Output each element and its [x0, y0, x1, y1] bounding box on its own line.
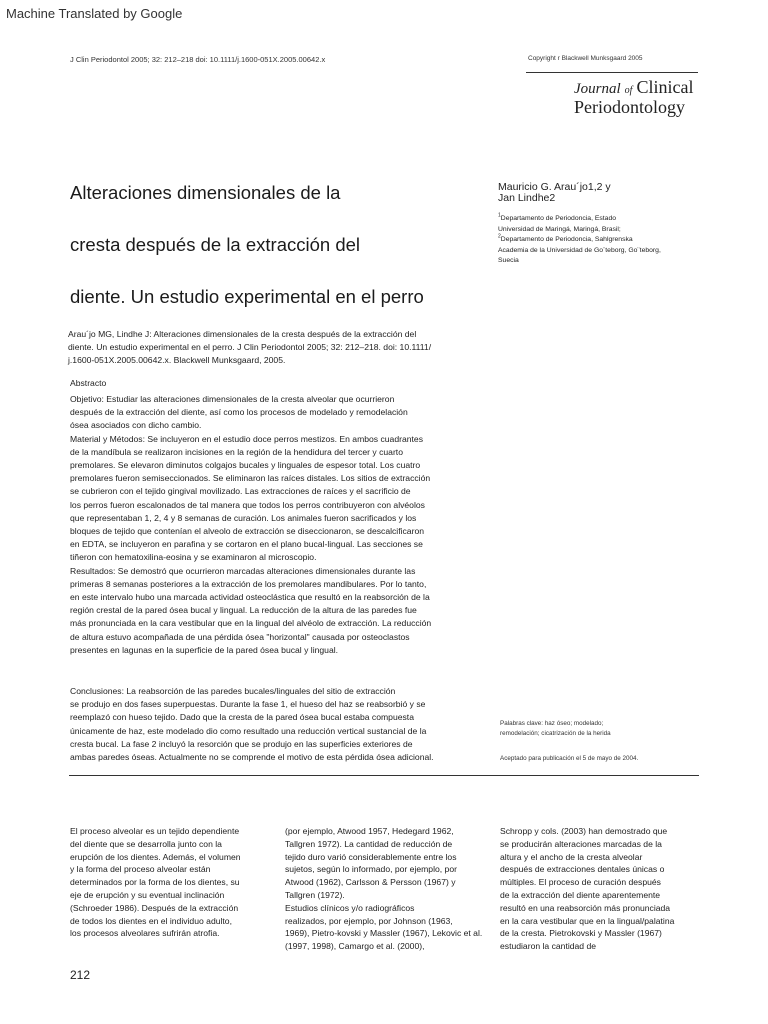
abstract-line: los perros fueron escalonados de tal manera que todos los perros contribuyeron con alvéolos	[70, 499, 425, 510]
body-text-line: erupción de los dientes. Además, el volumen	[70, 851, 241, 862]
conclusion-line: cresta bucal. La fase 2 incluyó la resorción que se produjo en las superficies exteriores de	[70, 738, 413, 749]
abstract-line: región crestal de la pared ósea bucal y lingual. La reducción de la altura de las paredes fue	[70, 605, 417, 616]
abstract-line: de la mandíbula se realizaron incisiones en la región de la hendidura del tercer y cuarto	[70, 446, 403, 457]
abstract-line: de altura estuvo acompañada de una pérdida ósea "horizontal" causada por osteoclastos	[70, 631, 410, 642]
article-citation-block	[68, 328, 498, 367]
logo-of: of	[624, 85, 633, 96]
abstract-line: Resultados: Se demostró que ocurrieron marcadas alteraciones dimensionales durante las	[70, 565, 416, 576]
copyright-notice: Copyright r Blackwell Munksgaard 2005	[528, 55, 643, 62]
abstract-line: en EDTA, se incluyeron en parafina y se cortaron en el plano bucal-lingual. Las secciones se	[70, 539, 423, 550]
abstract-body	[70, 393, 490, 657]
body-column-1	[70, 825, 268, 940]
body-text-line: de la cresta. Pietrokovski y Massler (1967)	[500, 928, 662, 939]
title-line: cresta después de la extracción del	[70, 234, 361, 255]
abstract-line: más pronunciada en la cara vestibular que en la lingual del alvéolo de extracción. La reducción	[70, 618, 432, 629]
machine-translated-banner: Machine Translated by Google	[6, 6, 183, 21]
header-divider	[526, 72, 698, 73]
logo-journal: Journal	[574, 81, 621, 97]
journal-logo	[574, 78, 693, 116]
conclusion-line: ambas paredes óseas. Actualmente no se comprende el motivo de esta pérdida ósea adicional.	[70, 752, 434, 763]
abstract-line: tiñeron con hematoxilina-eosina y se examinaron al microscopio.	[70, 552, 317, 563]
abstract-line: bloques de tejido que contenían el alveolo de extracción se diseccionaron, se descalcificaron	[70, 526, 425, 537]
body-column-2	[285, 825, 483, 953]
affiliation-line: Universidad de Maringá, Maringá, Brasil;	[498, 225, 621, 233]
body-text-line: en la cara vestibular que en la lingual/palatina	[500, 915, 675, 926]
abstract-line: en este intervalo hubo una marcada actividad osteoclástica que resultó en la reabsorción de la	[70, 592, 430, 603]
conclusion-line: únicamente de haz, este modelado dio como resultado una reducción vertical sustancial de la	[70, 725, 427, 736]
body-text-line: se producirán alteraciones marcadas de la	[500, 838, 662, 849]
body-text-line: Schropp y cols. (2003) han demostrado que	[500, 826, 668, 836]
body-text-line: El proceso alveolar es un tejido dependiente	[70, 826, 240, 836]
page-number: 212	[70, 968, 91, 982]
abstract-line: después de la extracción del diente, así como los procesos de modelado y remodelación	[70, 407, 408, 418]
body-text-line: y la forma del proceso alveolar están	[70, 864, 211, 875]
section-divider	[69, 775, 699, 776]
body-text-line: (por ejemplo, Atwood 1957, Hedegard 1962,	[285, 826, 454, 836]
citation-line: j.1600-051X.2005.00642.x. Blackwell Munksgaard, 2005.	[68, 355, 286, 365]
affiliation-line: $^1$Departamento de Periodoncia, Estado	[498, 212, 617, 222]
body-text-line: de la extracción del diente aparentemente	[500, 889, 661, 900]
body-text-line: Atwood (1962), Carlsson & Persson (1967) y	[285, 877, 456, 888]
body-text-line: estudiaron la cantidad de	[500, 941, 597, 952]
journal-citation: J Clin Periodontol 2005; 32: 212–218 doi: 10.1111/j.1600-051X.2005.00642.x	[70, 55, 326, 64]
affiliation-line: Suecia	[498, 257, 519, 264]
authors-line: Mauricio G. Arau´jo1,2 y	[498, 181, 611, 193]
body-text-line: tejido duro varió considerablemente entre los	[285, 851, 457, 862]
body-text-line: altura y el ancho de la cresta alveolar	[500, 851, 643, 862]
conclusion-line: se produjo en dos fases superpuestas. Durante la fase 1, el hueso del haz se reabsorbió y se	[70, 699, 426, 710]
abstract-line: presentes en lagunas en la superficie de la pared ósea bucal y lingual.	[70, 644, 339, 655]
abstract-heading: Abstracto	[70, 378, 107, 388]
abstract-line: ósea asociados con dicho cambio.	[70, 420, 202, 431]
accepted-date: Aceptado para publicación el 5 de mayo de 2004.	[500, 755, 639, 762]
affiliation-line: $^2$Departamento de Periodoncia, Sahlgrenska	[498, 233, 633, 243]
keywords-line: Palabras clave: haz óseo; modelado;	[500, 720, 604, 727]
body-text-line: sujetos, según lo informado, por ejemplo, por	[285, 864, 457, 875]
body-text-line: determinados por la forma de los dientes, su	[70, 877, 240, 888]
conclusion-line: reemplazó con hueso tejido. Dado que la cresta de la pared ósea bucal estaba compuesta	[70, 712, 414, 723]
citation-line: Arau´jo MG, Lindhe J: Alteraciones dimensionales de la cresta después de la extracción del	[68, 329, 417, 339]
body-text-line: Tallgren (1972).	[285, 889, 345, 900]
abstract-line: Objetivo: Estudiar las alteraciones dimensionales de la cresta alveolar que ocurrieron	[70, 394, 395, 404]
body-text-line: después de extracciones dentales únicas o	[500, 864, 665, 875]
body-text-line: del diente que se desarrolla junto con la	[70, 838, 222, 849]
body-column-3	[500, 825, 698, 953]
body-text-line: realizados, por ejemplo, por Johnson (1963,	[285, 915, 453, 926]
affiliations	[498, 214, 708, 267]
affiliation-line: Academia de la Universidad de Go¨teborg, Go¨teborg,	[498, 246, 661, 254]
body-text-line: los procesos alveolares sufrirán atrofia.	[70, 928, 220, 939]
body-text-line: de todos los dientes en el individuo adulto,	[70, 915, 232, 926]
conclusion-line: Conclusiones: La reabsorción de las paredes bucales/linguales del sitio de extracción	[70, 686, 396, 696]
abstract-line: primeras 8 semanas posteriores a la extracción de los premolares mandibulares. Por lo tanto,	[70, 578, 427, 589]
body-text-line: Estudios clínicos y/o radiográficos	[285, 902, 415, 913]
body-text-line: Tallgren 1972). La cantidad de reducción de	[285, 838, 453, 849]
abstract-line: que representaban 1, 2, 4 y 8 semanas de curación. Los animales fueron sacrificados y los	[70, 512, 417, 523]
abstract-conclusions	[70, 685, 490, 764]
title-line: Alteraciones dimensionales de la	[70, 182, 341, 203]
authors-line: Jan Lindhe2	[498, 192, 556, 204]
abstract-line: se cubrieron con el tejido gingival movilizado. Las extracciones de raíces y el sacrificio de	[70, 486, 411, 497]
abstract-line: premolares. Se elevaron diminutos colgajos bucales y linguales de espesor total. Los cuatro	[70, 460, 421, 471]
body-text-line: eje de erupción y su eventual inclinación	[70, 889, 225, 900]
logo-periodontology: Periodontology	[574, 97, 685, 117]
citation-line: diente. Un estudio experimental en el perro. J Clin Periodontol 2005; 32: 212–218. doi: 10.1111/	[68, 342, 432, 352]
keywords	[500, 719, 700, 739]
authors	[498, 182, 698, 204]
body-text-line: 1969), Pietro-kovski y Massler (1967), Lekovic et al.	[285, 928, 483, 939]
abstract-line: premolares fueron semiseccionados. Se eliminaron las raíces distales. Los sitios de extracción	[70, 473, 431, 484]
abstract-line: Material y Métodos: Se incluyeron en el estudio doce perros mestizos. En ambos cuadrantes	[70, 433, 424, 444]
body-text-line: múltiples. El proceso de curación después	[500, 877, 661, 888]
article-title	[70, 180, 500, 310]
keywords-line: remodelación; cicatrización de la herida	[500, 730, 611, 737]
logo-clinical: Clinical	[636, 77, 694, 97]
body-text-line: (Schroeder 1986). Después de la extracción	[70, 902, 239, 913]
title-line: diente. Un estudio experimental en el perro	[70, 286, 424, 307]
body-text-line: resultó en una reabsorción más pronunciada	[500, 902, 671, 913]
body-text-line: (1997, 1998), Camargo et al. (2000),	[285, 941, 425, 952]
